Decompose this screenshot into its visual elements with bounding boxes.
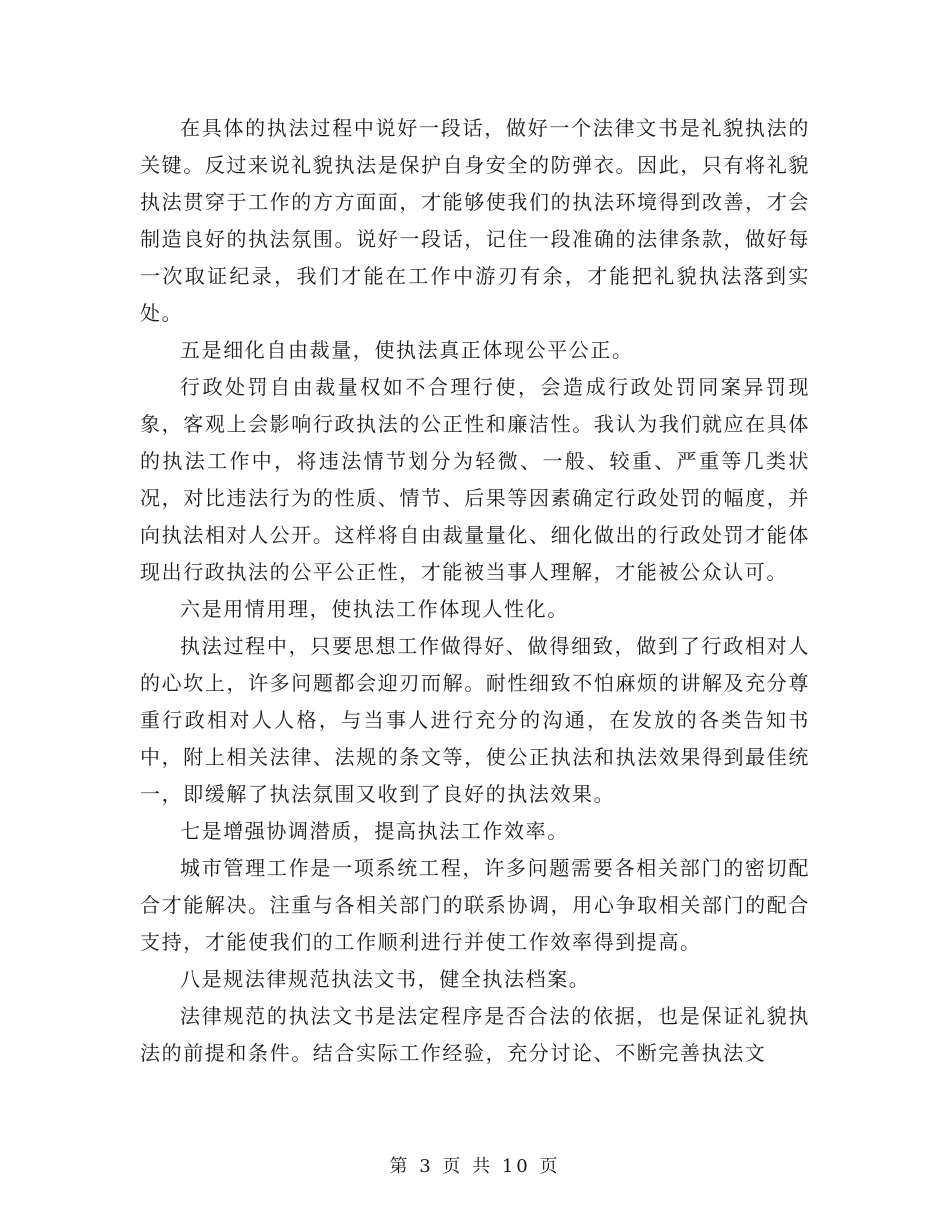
heading-seven-coordination: 七是增强协调潜质，提高执法工作效率。 <box>180 819 569 843</box>
document-body <box>140 110 810 1072</box>
heading-eight-documents: 八是规法律规范执法文书，健全执法档案。 <box>180 967 591 991</box>
page-number-text: 第 3 页 共 10 页 <box>389 1156 561 1177</box>
paragraph-courteous-enforcement: 在具体的执法过程中说好一段话，做好一个法律文书是礼貌执法的关键。反过来说礼貌执法是保护自身安全的防弹衣。因此，只有将礼貌执法贯穿于工作的方方面面，才能够使我们的执法环境得到改善，才会制造良好的执法氛围。说好一段话，记住一段准确的法律条款，做好每一次取证纪录，我们才能在工作中游刃有余，才能把礼貌执法落到实处。 <box>140 116 810 325</box>
paragraph-documents: 法律规范的执法文书是法定程序是否合法的依据，也是保证礼貌执法的前提和条件。结合实际工作经验，充分讨论、不断完善执法文 <box>140 1004 810 1065</box>
paragraph-humanized: 执法过程中，只要思想工作做得好、做得细致，做到了行政相对人的心坎上，许多问题都会迎刃而解。耐性细致不怕麻烦的讲解及充分尊重行政相对人人格，与当事人进行充分的沟通，在发放的各类告知书中，附上相关法律、法规的条文等，使公正执法和执法效果得到最佳统一，即缓解了执法氛围又收到了良好的执法效果。 <box>140 634 810 806</box>
page-number-footer <box>0 1152 950 1178</box>
paragraph-discretion: 行政处罚自由裁量权如不合理行使，会造成行政处罚同案异罚现象，客观上会影响行政执法的公正性和廉洁性。我认为我们就应在具体的执法工作中，将违法情节划分为轻微、一般、较重、严重等几类状况，对比违法行为的性质、情节、后果等因素确定行政处罚的幅度，并向执法相对人公开。这样将自由裁量量化、细化做出的行政处罚才能体现出行政执法的公平公正性，才能被当事人理解，才能被公众认可。 <box>140 375 810 584</box>
heading-five-discretion: 五是细化自由裁量，使执法真正体现公平公正。 <box>180 338 634 362</box>
paragraph-coordination: 城市管理工作是一项系统工程，许多问题需要各相关部门的密切配合才能解决。注重与各相关部门的联系协调，用心争取相关部门的配合支持，才能使我们的工作顺利进行并使工作效率得到提高。 <box>140 856 810 954</box>
heading-six-humanized: 六是用情用理，使执法工作体现人性化。 <box>180 597 569 621</box>
